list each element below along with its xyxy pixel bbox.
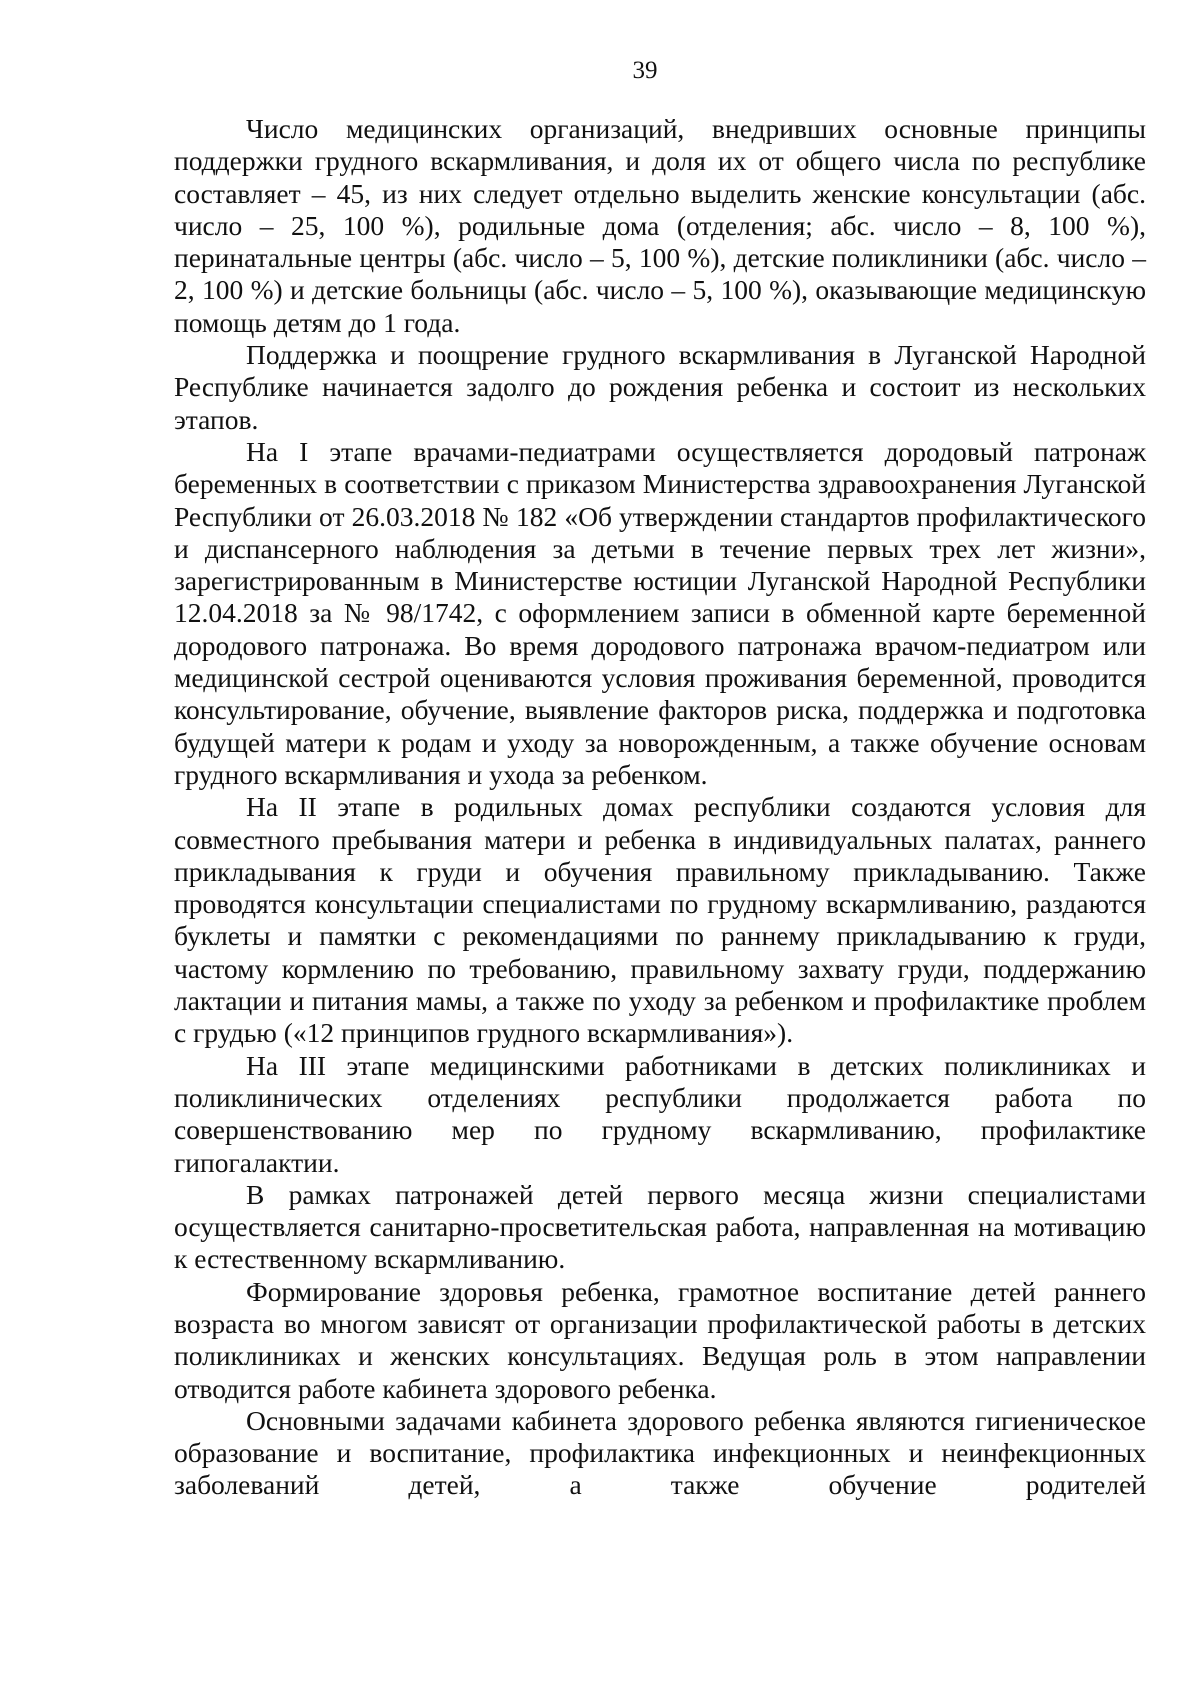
paragraph-organizations: Число медицинских организаций, внедривших основные принципы поддержки грудного вскармливания, и доля их от общего числа по республике составляет – 45, из них следует отдельно выделить женские консультации (абс. число – 25, 100 %), родильные дома (отделения; абс. число – 8, 100 %), перинатальные центры (абс. число – 5, 100 %), детские поликлиники (абс. число – 2, 100 %) и детские больницы (абс. число – 5, 100 %), оказывающие медицинскую помощь детям до 1 года. — [174, 113, 1146, 338]
document-body — [174, 113, 1146, 1502]
paragraph-support: Поддержка и поощрение грудного вскармливания в Луганской Народной Республике начинается задолго до рождения ребенка и состоит из нескольких этапов. — [174, 339, 1146, 435]
paragraph-health-formation: Формирование здоровья ребенка, грамотное воспитание детей раннего возраста во многом зависят от организации профилактической работы в детских поликлиниках и женских консультациях. Ведущая роль в этом направлении отводится работе кабинета здорового ребенка. — [174, 1275, 1146, 1404]
paragraph-cabinet-tasks: Основными задачами кабинета здорового ребенка являются гигиеническое образование и воспитание, профилактика инфекционных и неинфекционных заболеваний детей, а также обучение родителей — [174, 1404, 1146, 1501]
paragraph-stage-3: На III этапе медицинскими работниками в детских поликлиниках и поликлинических отделениях республики продолжается работа по совершенствованию мер по грудному вскармливанию, профилактике гипогалактии. — [174, 1049, 1146, 1178]
page-number: 39 — [632, 57, 658, 84]
paragraph-patronage: В рамках патронажей детей первого месяца жизни специалистами осуществляется санитарно-просветительская работа, направленная на мотивацию к естественному вскармливанию. — [174, 1178, 1146, 1275]
paragraph-stage-2: На II этапе в родильных домах республики создаются условия для совместного пребывания матери и ребенка в индивидуальных палатах, раннего прикладывания к груди и обучения правильному прикладыванию. Также проводятся консультации специалистами по грудному вскармливанию, раздаются буклеты и памятки с рекомендациями по раннему прикладыванию к груди, частому кормлению по требованию, правильному захвату груди, поддержанию лактации и питания мамы, а также по уходу за ребенком и профилактике проблем с грудью («12 принципов грудного вскармливания»). — [174, 791, 1146, 1049]
paragraph-stage-1: На I этапе врачами-педиатрами осуществляется дородовый патронаж беременных в соответствии с приказом Министерства здравоохранения Луганской Республики от 26.03.2018 № 182 «Об утверждении стандартов профилактического и диспансерного наблюдения за детьми в течение первых трех лет жизни», зарегистрированным в Министерстве юстиции Луганской Народной Республики 12.04.2018 за № 98/1742, с оформлением записи в обменной карте беременной дородового патронажа. Во время дородового патронажа врачом-педиатром или медицинской сестрой оцениваются условия проживания беременной, проводится консультирование, обучение, выявление факторов риска, поддержка и подготовка будущей матери к родам и уходу за новорожденным, а также обучение основам грудного вскармливания и ухода за ребенком. — [174, 435, 1146, 790]
